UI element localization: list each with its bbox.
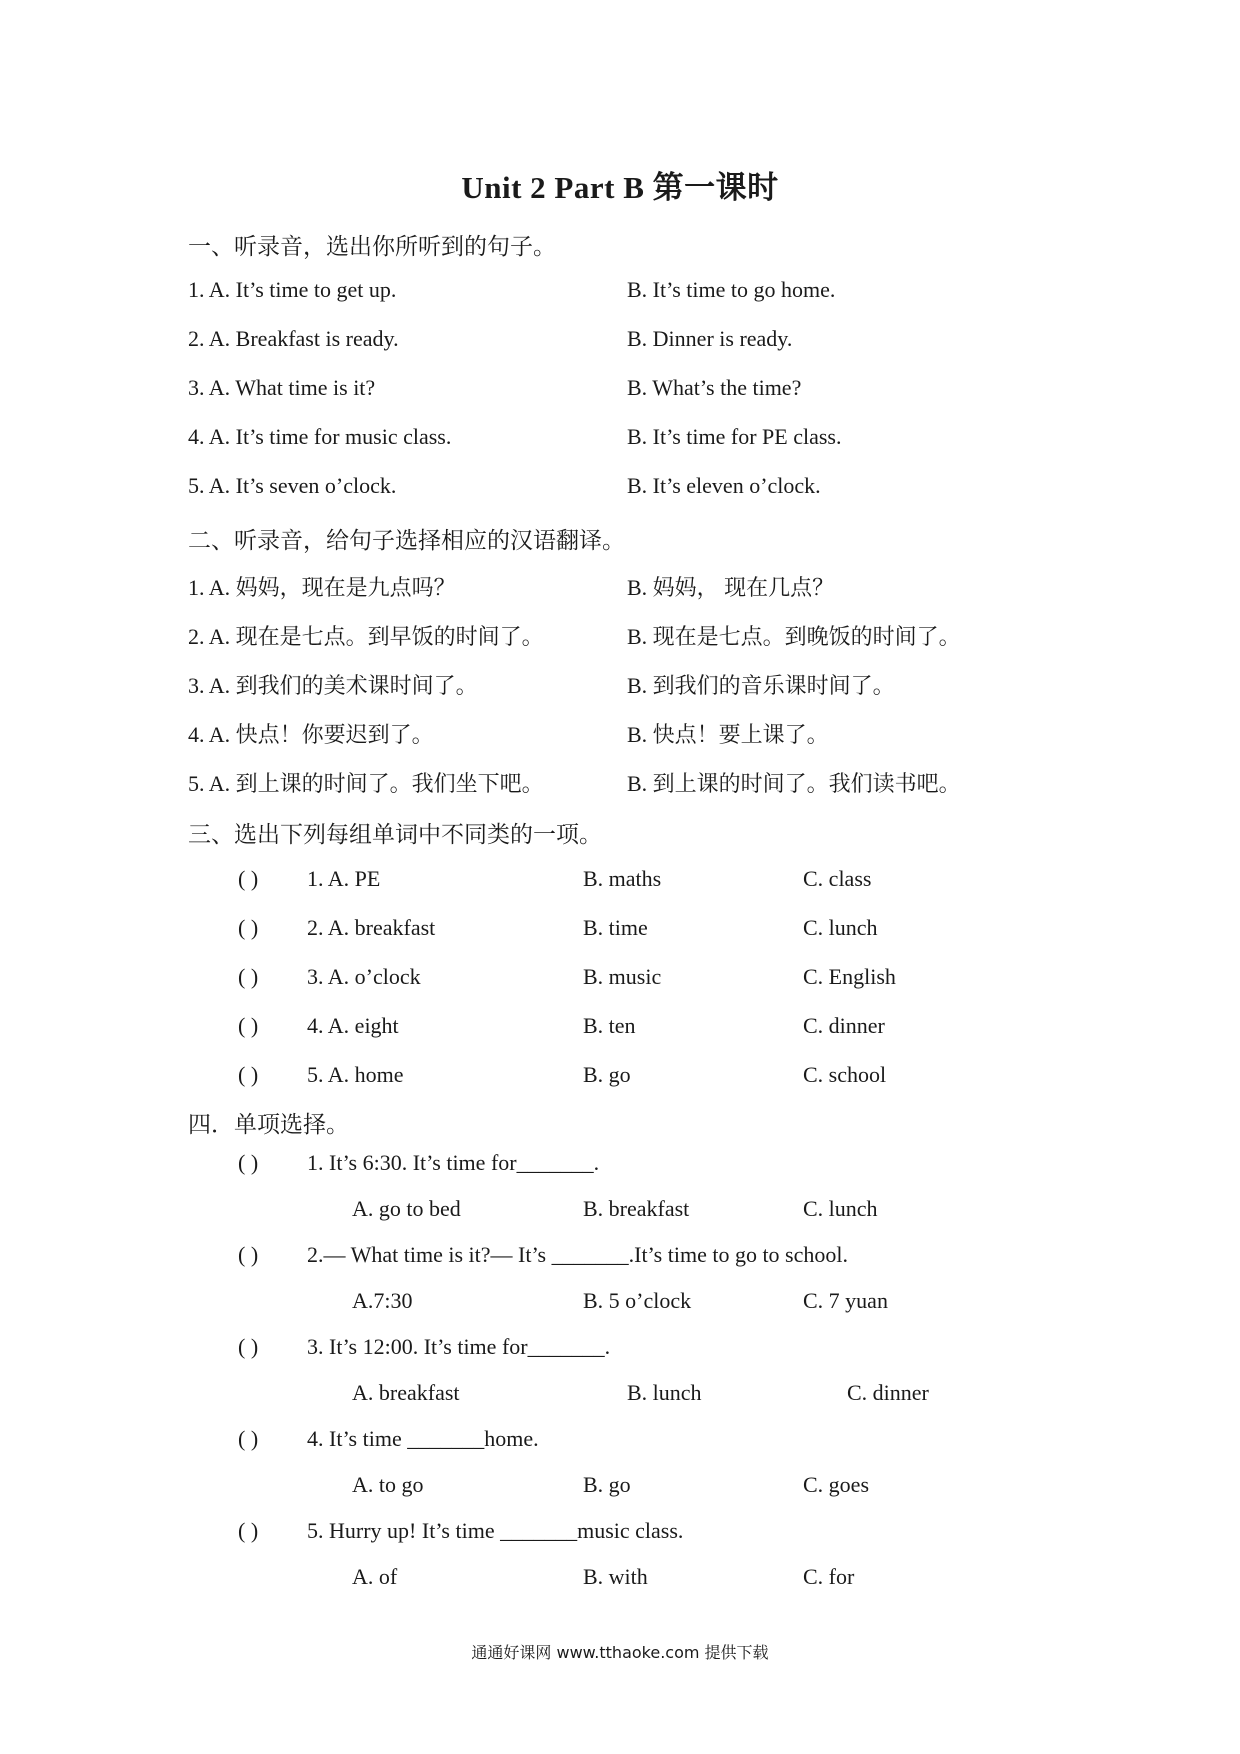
s2-item3-option-a: 3. A. 到我们的美术课时间了。 [188,673,478,698]
s4-q2-option-b: B. 5 o’clock [583,1288,692,1313]
s4-q4-option-a: A. to go [352,1472,424,1497]
answer-blank: ( ) [238,1062,259,1087]
s4-question-5: 5. Hurry up! It’s time _______music class. [307,1518,684,1543]
s4-q5-option-b: B. with [583,1564,648,1589]
s3-item4-option-c: C. dinner [803,1013,885,1038]
s3-item4-option-a: 4. A. eight [307,1013,399,1038]
answer-blank: ( ) [238,1013,259,1038]
s4-q1-option-c: C. lunch [803,1196,878,1221]
section3-heading: 三、选出下列每组单词中不同类的一项。 [188,822,602,847]
s2-item4-option-b: B. 快点！要上课了。 [627,722,829,747]
s3-item2-option-c: C. lunch [803,915,878,940]
answer-blank: ( ) [238,1518,259,1543]
s2-item3-option-b: B. 到我们的音乐课时间了。 [627,673,895,698]
s2-item5-option-b: B. 到上课的时间了。我们读书吧。 [627,771,961,796]
s4-q3-option-a: A. breakfast [352,1380,460,1405]
s4-q3-option-b: B. lunch [627,1380,702,1405]
answer-blank: ( ) [238,1334,259,1359]
s3-item3-option-a: 3. A. o’clock [307,964,421,989]
s4-q4-option-c: C. goes [803,1472,869,1497]
s1-item5-option-a: 5. A. It’s seven o’clock. [188,473,397,498]
s4-question-4: 4. It’s time _______home. [307,1426,539,1451]
s3-item5-option-a: 5. A. home [307,1062,404,1087]
s1-item5-option-b: B. It’s eleven o’clock. [627,473,821,498]
answer-blank: ( ) [238,1242,259,1267]
s2-item1-option-b: B. 妈妈， 现在几点？ [627,575,835,600]
s1-item2-option-a: 2. A. Breakfast is ready. [188,326,399,351]
s3-item3-option-c: C. English [803,964,896,989]
section4-heading: 四．单项选择。 [188,1112,349,1137]
s4-q4-option-b: B. go [583,1472,631,1497]
s1-item2-option-b: B. Dinner is ready. [627,326,793,351]
s2-item1-option-a: 1. A. 妈妈，现在是九点吗？ [188,575,456,600]
s4-question-1: 1. It’s 6:30. It’s time for_______. [307,1150,600,1175]
s3-item1-option-a: 1. A. PE [307,866,381,891]
s3-item1-option-b: B. maths [583,866,662,891]
s2-item2-option-a: 2. A. 现在是七点。到早饭的时间了。 [188,624,544,649]
s1-item4-option-a: 4. A. It’s time for music class. [188,424,452,449]
s1-item1-option-a: 1. A. It’s time to get up. [188,277,397,302]
s4-q2-option-a: A.7:30 [352,1288,413,1313]
answer-blank: ( ) [238,964,259,989]
s4-question-2: 2.— What time is it?— It’s _______.It’s time to go to school. [307,1242,848,1267]
s3-item5-option-b: B. go [583,1062,631,1087]
answer-blank: ( ) [238,1426,259,1451]
s3-item2-option-b: B. time [583,915,648,940]
section2-heading: 二、听录音，给句子选择相应的汉语翻译。 [188,528,625,553]
s2-item2-option-b: B. 现在是七点。到晚饭的时间了。 [627,624,961,649]
s4-q3-option-c: C. dinner [847,1380,929,1405]
answer-blank: ( ) [238,1150,259,1175]
s1-item3-option-a: 3. A. What time is it? [188,375,376,400]
s1-item1-option-b: B. It’s time to go home. [627,277,836,302]
answer-blank: ( ) [238,866,259,891]
answer-blank: ( ) [238,915,259,940]
section1-heading: 一、听录音，选出你所听到的句子。 [188,234,556,259]
s3-item1-option-c: C. class [803,866,872,891]
s4-q1-option-a: A. go to bed [352,1196,461,1221]
s3-item5-option-c: C. school [803,1062,887,1087]
s3-item3-option-b: B. music [583,964,662,989]
s3-item4-option-b: B. ten [583,1013,636,1038]
s1-item3-option-b: B. What’s the time? [627,375,802,400]
s4-q5-option-c: C. for [803,1564,855,1589]
s4-q2-option-c: C. 7 yuan [803,1288,888,1313]
s4-q5-option-a: A. of [352,1564,398,1589]
page-footer: 通通好课网 www.tthaoke.com 提供下载 [471,1643,769,1662]
s1-item4-option-b: B. It’s time for PE class. [627,424,842,449]
s2-item5-option-a: 5. A. 到上课的时间了。我们坐下吧。 [188,771,544,796]
s4-q1-option-b: B. breakfast [583,1196,690,1221]
s4-question-3: 3. It’s 12:00. It’s time for_______. [307,1334,611,1359]
page-title: Unit 2 Part B 第一课时 [461,170,779,205]
s2-item4-option-a: 4. A. 快点！你要迟到了。 [188,722,434,747]
s3-item2-option-a: 2. A. breakfast [307,915,436,940]
